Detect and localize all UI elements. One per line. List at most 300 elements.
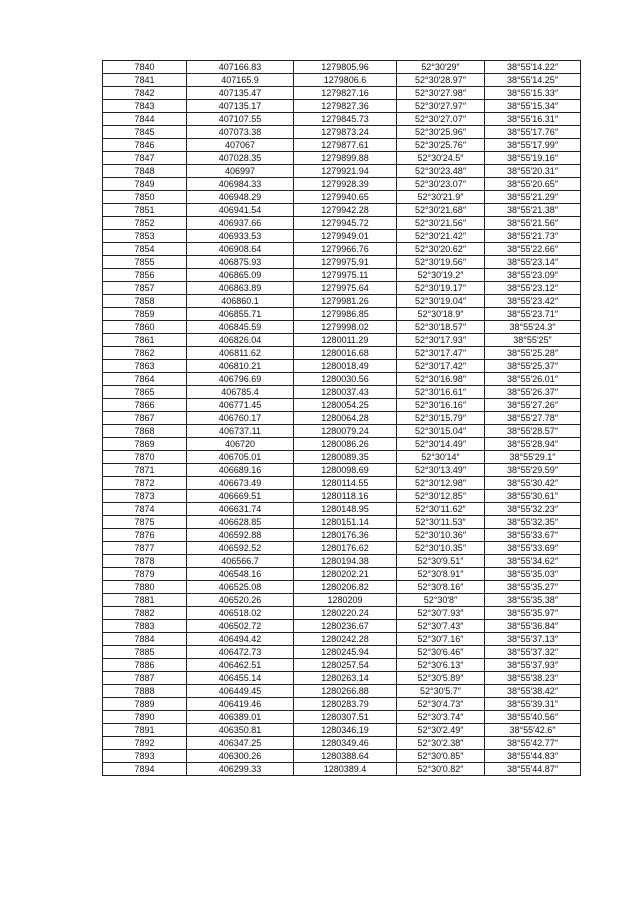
y-coordinate-cell: 1280054.25 [294, 399, 397, 412]
point-number-cell: 7854 [103, 243, 187, 256]
point-number-cell: 7859 [103, 308, 187, 321]
x-coordinate-cell: 406860.1 [187, 295, 294, 308]
latitude-cell: 52°30′21.42″ [397, 230, 485, 243]
table-row [103, 139, 581, 152]
table-row [103, 152, 581, 165]
table-row [103, 555, 581, 568]
longitude-cell: 38°55′28.57″ [485, 425, 581, 438]
latitude-cell: 52°30′7.93″ [397, 607, 485, 620]
longitude-cell: 38°55′42.77″ [485, 737, 581, 750]
x-coordinate-cell: 407107.55 [187, 113, 294, 126]
latitude-cell: 52°30′19.04″ [397, 295, 485, 308]
x-coordinate-cell: 406449.45 [187, 685, 294, 698]
latitude-cell: 52°30′10.35″ [397, 542, 485, 555]
point-number-cell: 7869 [103, 438, 187, 451]
table-row [103, 685, 581, 698]
longitude-cell: 38°55′39.31″ [485, 698, 581, 711]
longitude-cell: 38°55′23.09″ [485, 269, 581, 282]
latitude-cell: 52°30′16.16″ [397, 399, 485, 412]
point-number-cell: 7860 [103, 321, 187, 334]
y-coordinate-cell: 1279899.88 [294, 152, 397, 165]
table-row [103, 256, 581, 269]
longitude-cell: 38°55′37.32″ [485, 646, 581, 659]
x-coordinate-cell: 407028.35 [187, 152, 294, 165]
y-coordinate-cell: 1280151.14 [294, 516, 397, 529]
point-number-cell: 7846 [103, 139, 187, 152]
y-coordinate-cell: 1279845.73 [294, 113, 397, 126]
longitude-cell: 38°55′36.84″ [485, 620, 581, 633]
point-number-cell: 7887 [103, 672, 187, 685]
longitude-cell: 38°55′21.38″ [485, 204, 581, 217]
longitude-cell: 38°55′33.67″ [485, 529, 581, 542]
longitude-cell: 38°55′35.38″ [485, 594, 581, 607]
point-number-cell: 7872 [103, 477, 187, 490]
y-coordinate-cell: 1280388.64 [294, 750, 397, 763]
y-coordinate-cell: 1280209 [294, 594, 397, 607]
latitude-cell: 52°30′8.91″ [397, 568, 485, 581]
longitude-cell: 38°55′27.26″ [485, 399, 581, 412]
y-coordinate-cell: 1280236.67 [294, 620, 397, 633]
longitude-cell: 38°55′23.14″ [485, 256, 581, 269]
latitude-cell: 52°30′28.97″ [397, 74, 485, 87]
latitude-cell: 52°30′16.61″ [397, 386, 485, 399]
point-number-cell: 7888 [103, 685, 187, 698]
x-coordinate-cell: 406520.26 [187, 594, 294, 607]
y-coordinate-cell: 1280018.49 [294, 360, 397, 373]
table-row [103, 425, 581, 438]
table-row [103, 217, 581, 230]
y-coordinate-cell: 1280257.54 [294, 659, 397, 672]
table-row [103, 191, 581, 204]
x-coordinate-cell: 406948.29 [187, 191, 294, 204]
y-coordinate-cell: 1280064.28 [294, 412, 397, 425]
longitude-cell: 38°55′38.23″ [485, 672, 581, 685]
longitude-cell: 38°55′34.62″ [485, 555, 581, 568]
latitude-cell: 52°30′29″ [397, 61, 485, 74]
latitude-cell: 52°30′19.2″ [397, 269, 485, 282]
point-number-cell: 7883 [103, 620, 187, 633]
y-coordinate-cell: 1280194.38 [294, 555, 397, 568]
y-coordinate-cell: 1280118.16 [294, 490, 397, 503]
x-coordinate-cell: 406389.01 [187, 711, 294, 724]
point-number-cell: 7889 [103, 698, 187, 711]
x-coordinate-cell: 406737.11 [187, 425, 294, 438]
longitude-cell: 38°55′21.73″ [485, 230, 581, 243]
y-coordinate-cell: 1280114.55 [294, 477, 397, 490]
longitude-cell: 38°55′25.37″ [485, 360, 581, 373]
y-coordinate-cell: 1279975.11 [294, 269, 397, 282]
latitude-cell: 52°30′19.56″ [397, 256, 485, 269]
y-coordinate-cell: 1279981.26 [294, 295, 397, 308]
table-row [103, 464, 581, 477]
x-coordinate-cell: 406525.08 [187, 581, 294, 594]
latitude-cell: 52°30′6.46″ [397, 646, 485, 659]
longitude-cell: 38°55′35.97″ [485, 607, 581, 620]
x-coordinate-cell: 406548.16 [187, 568, 294, 581]
table-row [103, 451, 581, 464]
latitude-cell: 52°30′15.79″ [397, 412, 485, 425]
point-number-cell: 7874 [103, 503, 187, 516]
longitude-cell: 38°55′30.42″ [485, 477, 581, 490]
x-coordinate-cell: 406350.81 [187, 724, 294, 737]
x-coordinate-cell: 406300.26 [187, 750, 294, 763]
longitude-cell: 38°55′42.6″ [485, 724, 581, 737]
x-coordinate-cell: 406941.54 [187, 204, 294, 217]
table-row [103, 269, 581, 282]
table-row [103, 334, 581, 347]
table-row [103, 542, 581, 555]
longitude-cell: 38°55′20.31″ [485, 165, 581, 178]
x-coordinate-cell: 406826.04 [187, 334, 294, 347]
y-coordinate-cell: 1280389.4 [294, 763, 397, 776]
x-coordinate-cell: 407067 [187, 139, 294, 152]
point-number-cell: 7840 [103, 61, 187, 74]
point-number-cell: 7861 [103, 334, 187, 347]
longitude-cell: 38°55′24.3″ [485, 321, 581, 334]
table-row [103, 698, 581, 711]
longitude-cell: 38°55′30.61″ [485, 490, 581, 503]
longitude-cell: 38°55′35.27″ [485, 581, 581, 594]
y-coordinate-cell: 1279873.24 [294, 126, 397, 139]
point-number-cell: 7884 [103, 633, 187, 646]
x-coordinate-cell: 406347.25 [187, 737, 294, 750]
x-coordinate-cell: 406518.02 [187, 607, 294, 620]
x-coordinate-cell: 406863.89 [187, 282, 294, 295]
x-coordinate-cell: 406669.51 [187, 490, 294, 503]
latitude-cell: 52°30′2.49″ [397, 724, 485, 737]
coordinates-table [102, 60, 581, 776]
latitude-cell: 52°30′27.98″ [397, 87, 485, 100]
point-number-cell: 7868 [103, 425, 187, 438]
latitude-cell: 52°30′14.49″ [397, 438, 485, 451]
table-row [103, 399, 581, 412]
y-coordinate-cell: 1279975.64 [294, 282, 397, 295]
point-number-cell: 7875 [103, 516, 187, 529]
y-coordinate-cell: 1280098.69 [294, 464, 397, 477]
longitude-cell: 38°55′33.69″ [485, 542, 581, 555]
table-row [103, 165, 581, 178]
y-coordinate-cell: 1280245.94 [294, 646, 397, 659]
x-coordinate-cell: 406689.16 [187, 464, 294, 477]
table-row [103, 295, 581, 308]
y-coordinate-cell: 1280202.21 [294, 568, 397, 581]
latitude-cell: 52°30′0.85″ [397, 750, 485, 763]
x-coordinate-cell: 406455.14 [187, 672, 294, 685]
y-coordinate-cell: 1279998.02 [294, 321, 397, 334]
x-coordinate-cell: 406984.33 [187, 178, 294, 191]
point-number-cell: 7885 [103, 646, 187, 659]
table-row [103, 607, 581, 620]
x-coordinate-cell: 406796.69 [187, 373, 294, 386]
longitude-cell: 38°55′32.35″ [485, 516, 581, 529]
table-row [103, 178, 581, 191]
point-number-cell: 7878 [103, 555, 187, 568]
x-coordinate-cell: 406811.62 [187, 347, 294, 360]
y-coordinate-cell: 1280349.46 [294, 737, 397, 750]
table-row [103, 373, 581, 386]
x-coordinate-cell: 406771.45 [187, 399, 294, 412]
y-coordinate-cell: 1279827.16 [294, 87, 397, 100]
table-row [103, 711, 581, 724]
longitude-cell: 38°55′44.87″ [485, 763, 581, 776]
x-coordinate-cell: 406785.4 [187, 386, 294, 399]
latitude-cell: 52°30′3.74″ [397, 711, 485, 724]
point-number-cell: 7881 [103, 594, 187, 607]
latitude-cell: 52°30′24.5″ [397, 152, 485, 165]
longitude-cell: 38°55′14.25″ [485, 74, 581, 87]
table-row [103, 282, 581, 295]
table-row [103, 321, 581, 334]
point-number-cell: 7858 [103, 295, 187, 308]
longitude-cell: 38°55′37.13″ [485, 633, 581, 646]
y-coordinate-cell: 1280283.79 [294, 698, 397, 711]
longitude-cell: 38°55′23.12″ [485, 282, 581, 295]
table-row [103, 659, 581, 672]
latitude-cell: 52°30′17.47″ [397, 347, 485, 360]
y-coordinate-cell: 1279966.76 [294, 243, 397, 256]
table-row [103, 568, 581, 581]
longitude-cell: 38°55′23.42″ [485, 295, 581, 308]
longitude-cell: 38°55′22.66″ [485, 243, 581, 256]
table-row [103, 529, 581, 542]
latitude-cell: 52°30′6.13″ [397, 659, 485, 672]
table-row [103, 737, 581, 750]
longitude-cell: 38°55′15.34″ [485, 100, 581, 113]
y-coordinate-cell: 1280016.68 [294, 347, 397, 360]
longitude-cell: 38°55′14.22″ [485, 61, 581, 74]
latitude-cell: 52°30′5.89″ [397, 672, 485, 685]
table-row [103, 204, 581, 217]
latitude-cell: 52°30′10.36″ [397, 529, 485, 542]
latitude-cell: 52°30′27.07″ [397, 113, 485, 126]
point-number-cell: 7853 [103, 230, 187, 243]
table-row [103, 386, 581, 399]
point-number-cell: 7851 [103, 204, 187, 217]
y-coordinate-cell: 1279805.96 [294, 61, 397, 74]
longitude-cell: 38°55′29.1″ [485, 451, 581, 464]
table-row [103, 594, 581, 607]
x-coordinate-cell: 406865.09 [187, 269, 294, 282]
point-number-cell: 7873 [103, 490, 187, 503]
y-coordinate-cell: 1279877.61 [294, 139, 397, 152]
x-coordinate-cell: 406933.53 [187, 230, 294, 243]
latitude-cell: 52°30′17.42″ [397, 360, 485, 373]
table-row [103, 620, 581, 633]
latitude-cell: 52°30′21.68″ [397, 204, 485, 217]
latitude-cell: 52°30′25.96″ [397, 126, 485, 139]
y-coordinate-cell: 1279945.72 [294, 217, 397, 230]
x-coordinate-cell: 406855.71 [187, 308, 294, 321]
x-coordinate-cell: 407135.47 [187, 87, 294, 100]
latitude-cell: 52°30′11.53″ [397, 516, 485, 529]
x-coordinate-cell: 406908.64 [187, 243, 294, 256]
x-coordinate-cell: 406705.01 [187, 451, 294, 464]
x-coordinate-cell: 406720 [187, 438, 294, 451]
latitude-cell: 52°30′23.07″ [397, 178, 485, 191]
table-row [103, 113, 581, 126]
point-number-cell: 7879 [103, 568, 187, 581]
point-number-cell: 7876 [103, 529, 187, 542]
longitude-cell: 38°55′17.99″ [485, 139, 581, 152]
table-row [103, 724, 581, 737]
latitude-cell: 52°30′12.98″ [397, 477, 485, 490]
table-row [103, 581, 581, 594]
y-coordinate-cell: 1280176.36 [294, 529, 397, 542]
longitude-cell: 38°55′40.56″ [485, 711, 581, 724]
longitude-cell: 38°55′44.83″ [485, 750, 581, 763]
latitude-cell: 52°30′21.9″ [397, 191, 485, 204]
longitude-cell: 38°55′26.01″ [485, 373, 581, 386]
table-row [103, 87, 581, 100]
point-number-cell: 7870 [103, 451, 187, 464]
x-coordinate-cell: 406875.93 [187, 256, 294, 269]
x-coordinate-cell: 406673.49 [187, 477, 294, 490]
longitude-cell: 38°55′29.59″ [485, 464, 581, 477]
y-coordinate-cell: 1280307.51 [294, 711, 397, 724]
point-number-cell: 7862 [103, 347, 187, 360]
table-row [103, 308, 581, 321]
x-coordinate-cell: 406760.17 [187, 412, 294, 425]
longitude-cell: 38°55′21.56″ [485, 217, 581, 230]
y-coordinate-cell: 1280079.24 [294, 425, 397, 438]
table-row [103, 243, 581, 256]
point-number-cell: 7882 [103, 607, 187, 620]
longitude-cell: 38°55′20.65″ [485, 178, 581, 191]
x-coordinate-cell: 407166.83 [187, 61, 294, 74]
y-coordinate-cell: 1280148.95 [294, 503, 397, 516]
point-number-cell: 7880 [103, 581, 187, 594]
table-row [103, 360, 581, 373]
x-coordinate-cell: 406419.46 [187, 698, 294, 711]
table-row [103, 672, 581, 685]
x-coordinate-cell: 406810.21 [187, 360, 294, 373]
table-row [103, 477, 581, 490]
table-row [103, 347, 581, 360]
point-number-cell: 7864 [103, 373, 187, 386]
x-coordinate-cell: 406937.66 [187, 217, 294, 230]
longitude-cell: 38°55′25″ [485, 334, 581, 347]
latitude-cell: 52°30′7.16″ [397, 633, 485, 646]
x-coordinate-cell: 406592.88 [187, 529, 294, 542]
x-coordinate-cell: 406628.85 [187, 516, 294, 529]
point-number-cell: 7894 [103, 763, 187, 776]
point-number-cell: 7850 [103, 191, 187, 204]
point-number-cell: 7855 [103, 256, 187, 269]
y-coordinate-cell: 1279949.01 [294, 230, 397, 243]
y-coordinate-cell: 1279806.6 [294, 74, 397, 87]
latitude-cell: 52°30′0.82″ [397, 763, 485, 776]
table-row [103, 503, 581, 516]
longitude-cell: 38°55′28.94″ [485, 438, 581, 451]
y-coordinate-cell: 1279827.36 [294, 100, 397, 113]
point-number-cell: 7842 [103, 87, 187, 100]
y-coordinate-cell: 1279921.94 [294, 165, 397, 178]
point-number-cell: 7877 [103, 542, 187, 555]
point-number-cell: 7891 [103, 724, 187, 737]
table-row [103, 74, 581, 87]
table-row [103, 61, 581, 74]
latitude-cell: 52°30′13.49″ [397, 464, 485, 477]
x-coordinate-cell: 406631.74 [187, 503, 294, 516]
point-number-cell: 7844 [103, 113, 187, 126]
point-number-cell: 7866 [103, 399, 187, 412]
table-row [103, 100, 581, 113]
coordinates-table-body [103, 61, 581, 776]
y-coordinate-cell: 1280206.82 [294, 581, 397, 594]
point-number-cell: 7849 [103, 178, 187, 191]
y-coordinate-cell: 1279940.65 [294, 191, 397, 204]
x-coordinate-cell: 406502.72 [187, 620, 294, 633]
point-number-cell: 7893 [103, 750, 187, 763]
y-coordinate-cell: 1279928.39 [294, 178, 397, 191]
point-number-cell: 7856 [103, 269, 187, 282]
y-coordinate-cell: 1280242.28 [294, 633, 397, 646]
x-coordinate-cell: 406845.59 [187, 321, 294, 334]
longitude-cell: 38°55′23.71″ [485, 308, 581, 321]
point-number-cell: 7892 [103, 737, 187, 750]
latitude-cell: 52°30′27.97″ [397, 100, 485, 113]
longitude-cell: 38°55′26.37″ [485, 386, 581, 399]
x-coordinate-cell: 407165.9 [187, 74, 294, 87]
longitude-cell: 38°55′32.23″ [485, 503, 581, 516]
point-number-cell: 7841 [103, 74, 187, 87]
longitude-cell: 38°55′25.28″ [485, 347, 581, 360]
x-coordinate-cell: 406566.7 [187, 555, 294, 568]
latitude-cell: 52°30′12.85″ [397, 490, 485, 503]
point-number-cell: 7871 [103, 464, 187, 477]
table-row [103, 750, 581, 763]
latitude-cell: 52°30′21.56″ [397, 217, 485, 230]
latitude-cell: 52°30′19.17″ [397, 282, 485, 295]
table-row [103, 412, 581, 425]
point-number-cell: 7886 [103, 659, 187, 672]
y-coordinate-cell: 1279975.91 [294, 256, 397, 269]
longitude-cell: 38°55′19.16″ [485, 152, 581, 165]
latitude-cell: 52°30′18.9″ [397, 308, 485, 321]
latitude-cell: 52°30′2.38″ [397, 737, 485, 750]
latitude-cell: 52°30′14″ [397, 451, 485, 464]
longitude-cell: 38°55′15.33″ [485, 87, 581, 100]
x-coordinate-cell: 407073.38 [187, 126, 294, 139]
y-coordinate-cell: 1280263.14 [294, 672, 397, 685]
x-coordinate-cell: 407135.17 [187, 100, 294, 113]
point-number-cell: 7843 [103, 100, 187, 113]
y-coordinate-cell: 1280030.56 [294, 373, 397, 386]
table-row [103, 438, 581, 451]
latitude-cell: 52°30′17.93″ [397, 334, 485, 347]
y-coordinate-cell: 1280266.88 [294, 685, 397, 698]
point-number-cell: 7867 [103, 412, 187, 425]
latitude-cell: 52°30′18.57″ [397, 321, 485, 334]
latitude-cell: 52°30′20.62″ [397, 243, 485, 256]
longitude-cell: 38°55′17.76″ [485, 126, 581, 139]
point-number-cell: 7890 [103, 711, 187, 724]
latitude-cell: 52°30′8.16″ [397, 581, 485, 594]
point-number-cell: 7857 [103, 282, 187, 295]
x-coordinate-cell: 406299.33 [187, 763, 294, 776]
x-coordinate-cell: 406997 [187, 165, 294, 178]
y-coordinate-cell: 1280089.35 [294, 451, 397, 464]
longitude-cell: 38°55′38.42″ [485, 685, 581, 698]
table-row [103, 490, 581, 503]
y-coordinate-cell: 1280037.43 [294, 386, 397, 399]
point-number-cell: 7863 [103, 360, 187, 373]
table-row [103, 646, 581, 659]
point-number-cell: 7847 [103, 152, 187, 165]
y-coordinate-cell: 1279986.85 [294, 308, 397, 321]
y-coordinate-cell: 1279942.28 [294, 204, 397, 217]
latitude-cell: 52°30′5.7″ [397, 685, 485, 698]
